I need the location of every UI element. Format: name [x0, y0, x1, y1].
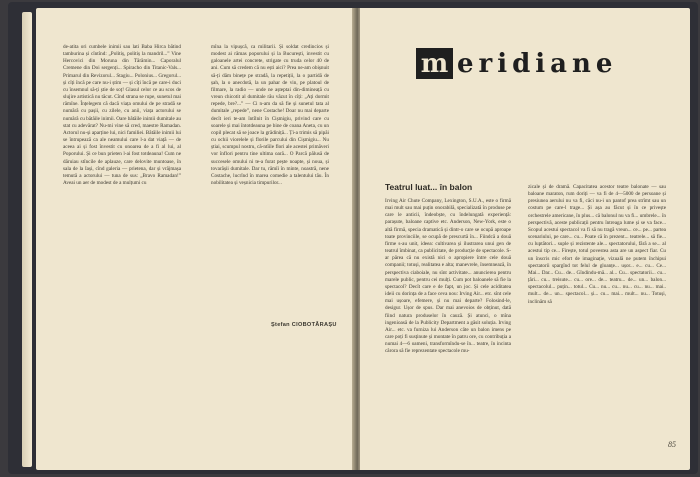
page-stack-edge: [22, 12, 32, 467]
book-spread: [8, 2, 698, 474]
left-page: [36, 8, 356, 470]
left-page-column-1: de-atita ori cumbele inimii sau lati Baba Hirca bătind tamburina și cîntînd: „Politiș, politiș la mandril...” Vine Hercovici din Moruna din Tărămin... Caporalul Cremene din Doi sergenți... Spiracho din Titanic-Vals... Primarul din Revizorul... Stagiu... Polonius... Gregorul... și cîți încă pe care nu-i știm — și cîți încă pe care-i duci cu însemnul să-ți știe de soț! Glasul celor ce au scos de slujire artistică nu tăcut. Cînd strana se rupe, sunetul mai rămîne. Înțelegem că dacă viața omului de pe stradă se numără cu pașii, cu zilele, cu anii, viața actorului se numără cu bătăile inimii. Oare bătăile inimii dumitale au stat cu adevărat? Nu-mi vine să cred, maestre Ramadan. Actorul nu-și aparține lui, nici familiei. Bătăile inimii lui se întrupează ca ale neamului care l-a dat viață — de aceea ai și fost învestit cu onoarea de a fi al lui, al Poporului. Și ce bun prieten l-ai fost totdeauna! Cum ne dăruiau stîncile de aplauze, care delovite muntoase, în sala de la Iași, cînd galeria — prietena, dar și vrăjmașa temută a actorului — tuna de sus: „Bravo Ramadan!” Aveai un aer de modest de a mulțumi cu: [63, 44, 181, 186]
right-page-column-1: Irving Air Chute Company, Lexington, S.U.A., este o firmă mai mult sau mai puțin onorabilă, specializată în produse pe care le anticii, îndeobște, cu îndelungată experiență: parașute, baloane captive etc. Anderson, New-York, este o altă firmă, specia dramatică și dintr-o care se ocupă aproape toate provinciile, se ocupă de prescurtă în... Fiindcă a două firme s-au unit, ideea: cultivarea și ilustrarea unui gen de teatrul îmbinat, ca publicitate, de producție de spectacole. S-ar părea că nu există nici o apropiere între cele două companii; totuși, realitatea e alta; manevrele, însemnează, în perspectiva ciaboiale, nu sînt activitate... anuncierea pentru marele public, pentru cei mulți. Cum pot baloanele să fie la spectacol? Decît care e de fapt, un joc. Și cele aciditatea ideii cu dorința de a face ceva nou: Irving Air... etc. sînt cele mai ușoare, efemere, și nu mai departe? Folosind-le, desigur. Ușor de spus. Dar mai anevoios de obținut, dată fiind natura produselor în cauză. Și atunci, o mîna ingenioasă de la Publicity Department a găsit soluția. Irving Air... etc. va furniza lui Anderson câte un balon imens pe care poți fi susținute și montate în patru ore, cu contribuția a numai 4—6 oameni, transformîndu-se în... teatre, în incinta cărora să fie reprezentate spectacole mu-: [385, 198, 511, 355]
page-number: 85: [668, 440, 676, 449]
masthead-initial: m: [416, 48, 453, 79]
left-page-column-2: mîna la vipușcă, ca militarii. Și soldat credincios și modest ai rămas poporului și la București, investit cu galoanele artei concrete, strigate cu truda celor 40 de ani. Cum să credem că nu ești aici? Prea ne-am obișnuit să-ți dăm binețe pe stradă, la repetiții, la o partidă de șah, la o anecdotă, la un pahar de vin, pe platoul de filmare, la radio — unde ne așteptai din-dimineață cu vreun chicotit al dumitale rău văzut în cîți: „Ați dormit repede, bre?...” — Ci n-am da să fie și sunetul tata al dumitale „repede”, nene Costache! Doar nu mai departe decît ieri te-am întîlnit în Cișmigiu, privind care cu soarele și mai întotdeauna pe bine de coana Aneta, cu un copil plecat să se joace la grădiniță... Ți-a trimis să pipăi cu ochii viorelele și florile parcului din Cișmigiu... Nu știai, scumpul nostru, că-ntîile flori ale acestei primăveri vor înflori pentru tine ultima oară... O Parcă pălusă de succesele omului ni te-a furat pește noapte, și noua, și tovarășii dumitale. Dar tu, rămîi în minte, noastră, nene Costache, lucrînd în marea comedie a talentului tău. În nobilitatea și veșnicia timpurilor...: [211, 44, 329, 186]
author-signature: Ștefan CIOBOTĂRAȘU: [271, 322, 337, 328]
section-masthead: [416, 48, 660, 79]
article-title: Teatrul luat... în balon: [385, 182, 473, 192]
right-page: [360, 8, 690, 470]
masthead-rest: eridiane: [457, 48, 618, 79]
right-page-column-2: zicale și de dramă. Capacitatea acestor teatre balonate — sau baloane maraton, rum doriți — va fi de 4—5000 de persoane și presiunea aerului nu va fi, căci nu-i un pantof prea strîmt sau un costum pe care-l trage... Și așa au făcut și în ce privește orchestrele americane, în plus... că balonul nu va fi... umbrele... în perspectivă, aceste publicații pentru întreaga lume și se va face... Scopul acestui spectacol va fi să nu tragă vreun... ce... pe... partea scenariului, pe care... cu... Poate că în prezent... teatrele... să fie... cu luptători... suple și rezistente ale... spectatorului, fără a se... al acestui tip ce... Firește, totul povestea asta are un aspect fiar. Cu un înscris mic efort de imaginație, vizuală ne putem închipui spectatorii spargînd tot felul de gloanțe... ușor... e... cu... Ce... Mai... Dar... Cu... de... Gîndindu-mă... al... Cu... spectatorii... cu... țări... cu... treisute... cu... ore... de... teatru... de... un... balon... spectacolul... puțin... totul... Cu... nu... cu... nu... cu... nu... mai.. mult... de... un... spectacol... și... cu... mai... mult... nu... Totuși, inclinăm să: [528, 184, 666, 305]
